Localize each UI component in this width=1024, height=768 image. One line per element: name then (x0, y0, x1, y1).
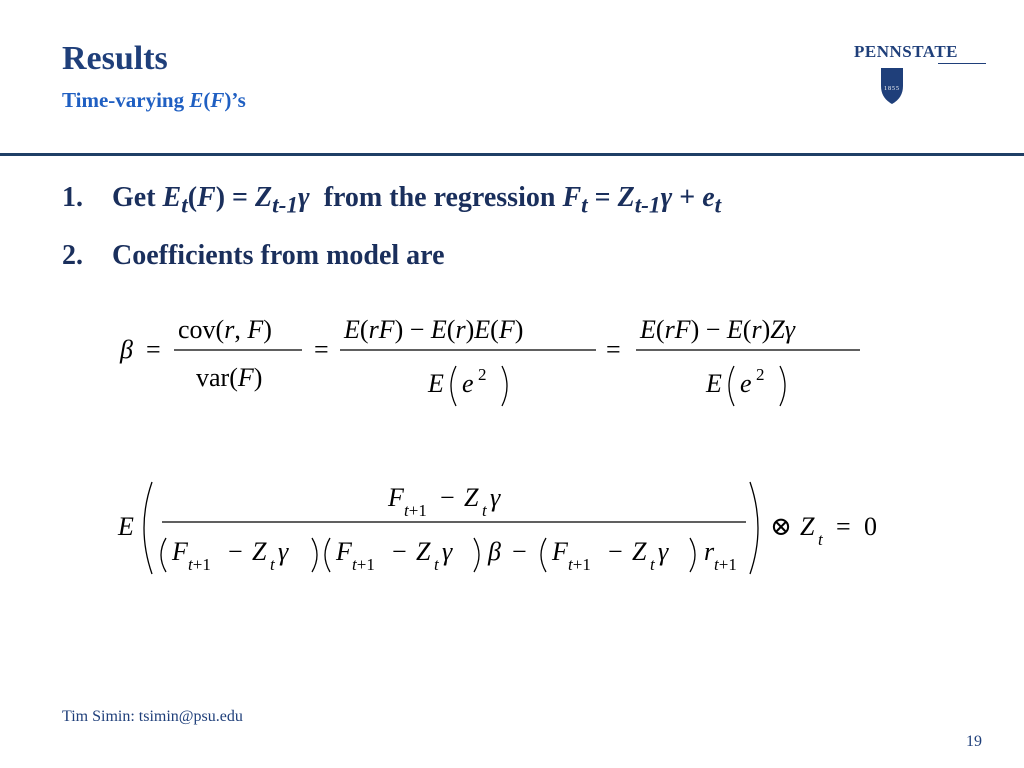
list-item-1: 1. Get $E_t(F) = Z_{t-1}\gamma$ from the regression $F_t = Z_{t-1}\gamma + e_t$ (62, 182, 722, 219)
svg-text:E(rF) − E(r)E(F): E(rF) − E(r)E(F) (344, 315, 524, 344)
svg-text:t+1: t+1 (188, 555, 211, 574)
svg-text:γ: γ (278, 537, 289, 566)
svg-text:−: − (608, 537, 623, 566)
list-item-2: 2. Coefficients from model are (62, 240, 445, 271)
svg-text:1855: 1855 (884, 86, 900, 92)
svg-text:F: F (172, 537, 188, 566)
slide-subtitle: Time-varying E(F)’s (62, 88, 246, 112)
footer-author: Tim Simin: tsimin@psu.edu (62, 708, 243, 725)
svg-text:var(F): var(F) (196, 363, 263, 392)
svg-text:=: = (606, 335, 621, 364)
svg-text:E: E (428, 369, 444, 398)
svg-text:F: F (552, 537, 568, 566)
svg-text:t: t (650, 555, 655, 574)
slide-title: Results (62, 40, 168, 77)
pennstate-logo: PENNSTATE 1855 (850, 42, 990, 106)
svg-text:Z: Z (632, 537, 647, 566)
svg-text:t+1: t+1 (568, 555, 591, 574)
svg-text:=: = (836, 512, 851, 541)
svg-text:cov(r, F): cov(r, F) (178, 315, 272, 344)
svg-text:γ: γ (490, 483, 501, 512)
svg-text:β: β (120, 335, 133, 364)
svg-text:Z: Z (416, 537, 431, 566)
svg-text:2: 2 (478, 365, 487, 384)
svg-text:γ: γ (442, 537, 453, 566)
page-number: 19 (966, 733, 982, 750)
svg-text:2: 2 (756, 365, 765, 384)
svg-text:−: − (228, 537, 243, 566)
svg-text:e: e (740, 369, 752, 398)
svg-text:γ: γ (658, 537, 669, 566)
svg-text:t+1: t+1 (714, 555, 737, 574)
svg-text:−: − (392, 537, 407, 566)
svg-text:t: t (270, 555, 275, 574)
svg-text:E(rF) − E(r)Zγ: E(rF) − E(r)Zγ (640, 315, 795, 344)
svg-text:=: = (314, 335, 329, 364)
svg-text:=: = (146, 335, 161, 364)
svg-text:β: β (488, 537, 501, 566)
svg-text:F: F (388, 483, 404, 512)
svg-text:⊗: ⊗ (770, 512, 792, 541)
svg-text:Z: Z (464, 483, 479, 512)
svg-text:Z: Z (252, 537, 267, 566)
svg-text:0: 0 (864, 512, 877, 541)
svg-text:t: t (482, 501, 487, 520)
svg-text:r: r (704, 537, 715, 566)
svg-text:t+1: t+1 (404, 501, 427, 520)
svg-text:t: t (434, 555, 439, 574)
svg-text:E: E (118, 512, 134, 541)
svg-text:F: F (336, 537, 352, 566)
svg-text:e: e (462, 369, 474, 398)
svg-text:E: E (706, 369, 722, 398)
svg-text:−: − (512, 537, 527, 566)
svg-text:Z: Z (800, 512, 815, 541)
svg-text:t: t (818, 530, 823, 549)
svg-text:t+1: t+1 (352, 555, 375, 574)
svg-text:−: − (440, 483, 455, 512)
